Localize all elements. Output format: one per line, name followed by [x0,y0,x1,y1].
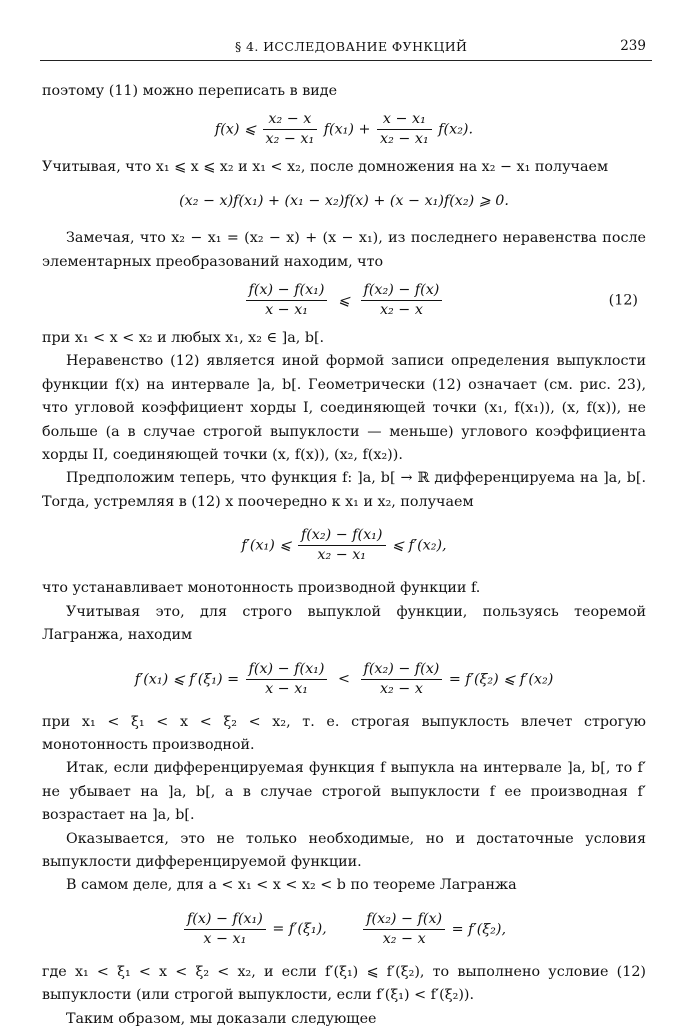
formula-part: ⩽ f′(x₂), [392,537,447,554]
denominator: x₂ − x₁ [317,547,367,564]
formula-5 [42,660,646,699]
paragraph: где x₁ < ξ₁ < x < ξ₂ < x₂, и если f′(ξ₁) ⩽ f′(ξ₂), то выполнено условие (12) выпуклости (или строгой выпуклости, если f′(ξ₁) < f′(ξ₂)). [42,963,646,1004]
relation-sign: < [338,671,350,687]
numerator: x₂ − x [263,110,318,130]
denominator: x − x₁ [203,930,247,947]
paragraph: Итак, если дифференцируемая функция f выпукла на интервале ]a, b[, то f′ не убывает на ]a, b[, а в случае строгой выпуклости f ее производная f′ возрастает на ]a, b[. [42,760,646,824]
formula-part: = f′(ξ₂) ⩽ f′(x₂) [448,671,554,687]
fraction [246,281,328,320]
fraction [377,110,432,149]
formula-2: (x₂ − x)f(x₁) + (x₁ − x₂)f(x) + (x − x₁)f(x₂) ⩾ 0. [179,192,509,209]
formula-6 [42,910,646,949]
denominator: x₂ − x [382,930,426,947]
formula-part: f′(x₁) ⩽ f′(ξ₁) = [134,671,240,687]
fraction [246,660,328,699]
numerator: f(x) − f(x₁) [246,281,328,301]
numerator: f(x₂) − f(x₁) [298,526,386,546]
denominator: x₂ − x [379,680,423,697]
paragraph: Таким образом, мы доказали следующее [66,1010,377,1027]
numerator: f(x) − f(x₁) [184,910,266,930]
body-text [42,80,646,1031]
paragraph: Учитывая, что x₁ ⩽ x ⩽ x₂ и x₁ < x₂, после домножения на x₂ − x₁ получаем [42,159,609,176]
denominator: x − x₁ [265,680,308,697]
equation-number: (12) [608,291,638,308]
fraction [184,910,266,949]
paragraph: при x₁ < ξ₁ < x < ξ₂ < x₂, т. е. строгая выпуклость влечет строгую монотонность производной. [42,713,646,753]
paragraph: В самом деле, для a < x₁ < x < x₂ < b по теореме Лагранжа [66,877,517,894]
numerator: f(x₂) − f(x) [363,910,445,930]
denominator: x₂ − x₁ [265,131,315,148]
relation-sign: ⩽ [338,292,350,309]
paragraph: поэтому (11) можно переписать в виде [42,83,338,99]
formula-part: f(x₁) + [323,121,371,138]
formula-1 [42,110,646,149]
formula-12 [42,281,646,320]
fraction [363,910,445,949]
formula-4 [42,526,646,565]
denominator: x₂ − x₁ [380,131,429,148]
denominator: x₂ − x [379,302,423,319]
formula-part: = f′(ξ₂), [451,921,507,938]
formula-part: f′(x₁) ⩽ [241,537,292,554]
section-title: § 4. ИССЛЕДОВАНИЕ ФУНКЦИЙ [235,39,468,54]
paragraph: Учитывая это, для строго выпуклой функции, пользуясь теоремой Лагранжа, находим [42,603,646,644]
formula-part: f(x₂). [438,121,474,138]
fraction [361,281,443,320]
fraction [298,526,386,565]
paragraph: Оказывается, это не только необходимые, но и достаточные условия выпуклости дифференцируемой функции. [42,830,646,870]
page-number: 239 [620,38,646,54]
numerator: x − x₁ [377,110,432,130]
fraction [263,110,318,149]
paragraph: Предположим теперь, что функция f: ]a, b[ → ℝ дифференцируема на ]a, b[. Тогда, устремляя в (12) x поочередно к x₁ и x₂, получаем [42,470,646,510]
fraction [361,660,443,699]
numerator: f(x) − f(x₁) [246,660,328,680]
running-header [40,36,652,61]
numerator: f(x₂) − f(x) [361,660,443,680]
paragraph: при x₁ < x < x₂ и любых x₁, x₂ ∈ ]a, b[. [42,330,325,347]
paragraph: Неравенство (12) является иной формой записи определения выпуклости функции f(x) на интервале ]a, b[. Геометрически (12) означает (см. рис. 23), что угловой коэффициент хорды I, соединяющей точки (x₁, f(x₁)), (x, f(x)), не больше (а в случае строгой выпуклости — меньше) углового коэффициента хорды II, соединяющей точки (x, f(x)), (x₂, f(x₂)). [42,353,646,464]
paragraph: что устанавливает монотонность производной функции f. [42,580,481,597]
formula-part: f(x) ⩽ [214,121,256,138]
numerator: f(x₂) − f(x) [361,281,443,301]
paragraph: Замечая, что x₂ − x₁ = (x₂ − x) + (x − x₁), из последнего неравенства после элементарных преобразований находим, что [42,230,646,270]
formula-part: = f′(ξ₁), [272,921,327,938]
denominator: x − x₁ [265,302,308,319]
